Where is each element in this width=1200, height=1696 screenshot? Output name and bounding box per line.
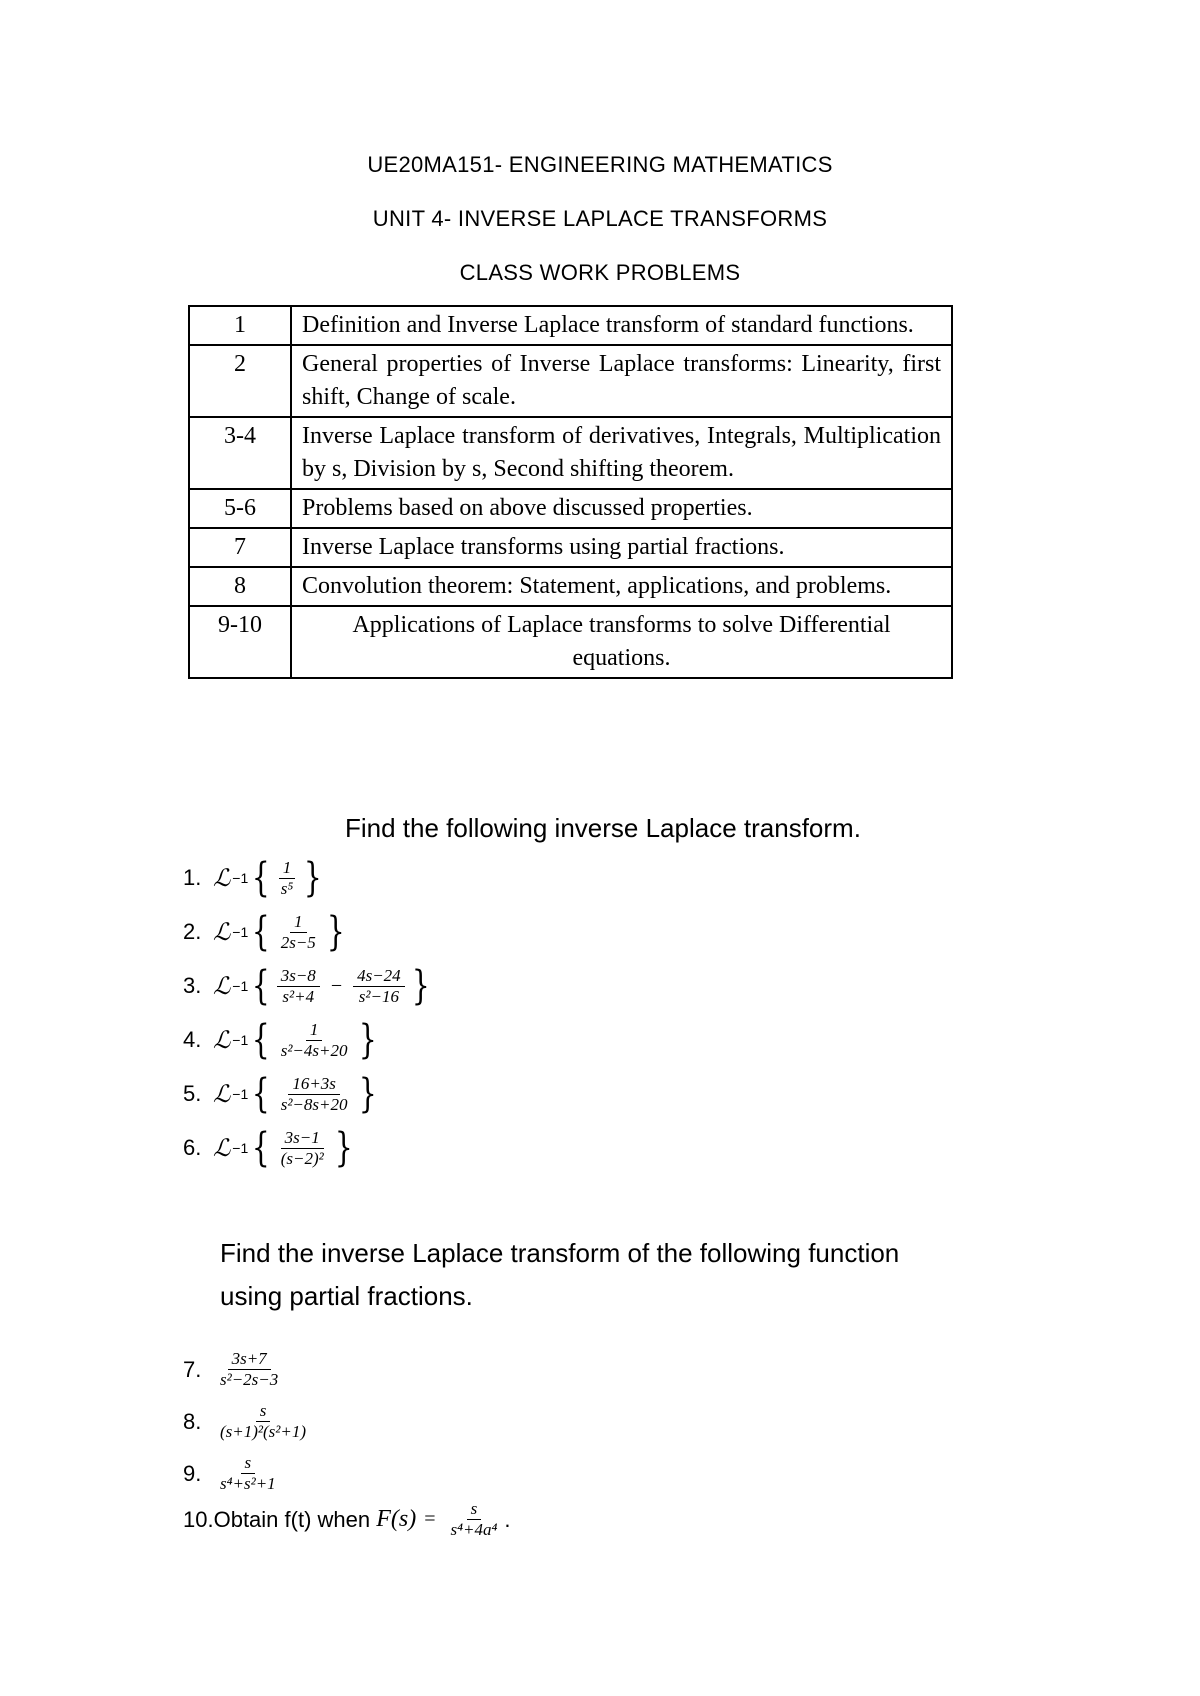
denominator: s²−2s−3: [220, 1370, 279, 1389]
table-row: [189, 528, 952, 567]
instruction-line: Find the inverse Laplace transform of the following function: [220, 1238, 900, 1268]
numerator: 1: [279, 859, 296, 879]
denominator: s²−4s+20: [280, 1040, 348, 1060]
denominator: s⁴+4a⁴: [450, 1520, 498, 1539]
inverse-exponent: −1: [232, 1032, 249, 1048]
denominator: s²+4: [282, 986, 315, 1006]
table-row: [189, 606, 952, 678]
laplace-operator: ℒ: [213, 1135, 231, 1162]
course-title: UE20MA151- ENGINEERING MATHEMATICS: [367, 152, 833, 177]
topic-number: 2: [189, 345, 291, 417]
inverse-exponent: −1: [232, 870, 249, 886]
fraction: [277, 1021, 352, 1060]
topic-description: Inverse Laplace transforms using partial fractions.: [291, 528, 952, 567]
instruction-heading: Find the following inverse Laplace transform.: [345, 813, 861, 843]
topic-number: 7: [189, 528, 291, 567]
fraction: [277, 913, 320, 952]
inverse-exponent: −1: [232, 1086, 249, 1102]
table-row: [189, 306, 952, 345]
problem-number: 1.: [183, 865, 202, 890]
problem-9: [183, 1454, 283, 1493]
laplace-operator: ℒ: [213, 1027, 231, 1054]
topic-number: 1: [189, 306, 291, 345]
fraction: [216, 1454, 280, 1493]
right-brace: }: [334, 1125, 353, 1171]
problem-4: [183, 1017, 380, 1063]
problem-number: 5.: [183, 1081, 202, 1106]
table-row: [189, 567, 952, 606]
instruction-heading-partial-fractions: [220, 1232, 899, 1318]
unit-title: UNIT 4- INVERSE LAPLACE TRANSFORMS: [372, 206, 828, 231]
numerator: s: [241, 1454, 256, 1474]
problem-5: [183, 1071, 380, 1117]
problem-7: [183, 1350, 285, 1389]
numerator: 4s−24: [353, 967, 405, 987]
left-brace: {: [252, 1017, 270, 1063]
inverse-exponent: −1: [232, 924, 249, 940]
topic-description: General properties of Inverse Laplace transforms: Linearity, first shift, Change of scale.: [291, 345, 952, 417]
problem-3: [183, 963, 433, 1009]
laplace-operator: ℒ: [213, 973, 231, 1000]
left-brace: {: [252, 855, 270, 901]
denominator: s²−16: [358, 986, 399, 1006]
fraction: [447, 1500, 502, 1539]
right-brace: }: [304, 855, 322, 901]
numerator: 1: [306, 1021, 323, 1041]
problem-2: [183, 909, 348, 955]
numerator: 3s−1: [281, 1129, 324, 1149]
topic-description: Convolution theorem: Statement, applications, and problems.: [291, 567, 952, 606]
problem-text: Obtain f(t) when: [213, 1506, 377, 1532]
fraction: [277, 859, 298, 898]
topic-number: 9-10: [189, 606, 291, 678]
left-brace: {: [252, 963, 270, 1009]
right-brace: }: [358, 1017, 377, 1063]
fraction: [216, 1350, 282, 1389]
laplace-operator: ℒ: [213, 865, 231, 892]
instruction-line: using partial fractions.: [220, 1281, 473, 1311]
numerator: s: [467, 1500, 482, 1520]
table-row: [189, 345, 952, 417]
problem-number: 6.: [183, 1135, 202, 1160]
topic-number: 5-6: [189, 489, 291, 528]
problem-number: 4.: [183, 1027, 202, 1052]
problem-1: [183, 855, 326, 901]
denominator: 2s−5: [280, 932, 316, 952]
numerator: 16+3s: [288, 1075, 340, 1095]
left-brace: {: [252, 1125, 270, 1171]
table-row: [189, 489, 952, 528]
fraction: [216, 1402, 310, 1441]
fraction: [277, 1075, 352, 1114]
topic-description: Definition and Inverse Laplace transform of standard functions.: [291, 306, 952, 345]
problem-number: 7.: [183, 1356, 202, 1382]
laplace-operator: ℒ: [213, 919, 231, 946]
numerator: 1: [290, 913, 307, 933]
fraction: [277, 1129, 328, 1168]
topic-number: 3-4: [189, 417, 291, 489]
inverse-exponent: −1: [232, 1140, 249, 1156]
problem-number: 10.: [183, 1506, 214, 1532]
right-brace: }: [358, 1071, 377, 1117]
denominator: (s−2)²: [280, 1148, 324, 1168]
table-row: [189, 417, 952, 489]
inverse-exponent: −1: [232, 978, 249, 994]
problem-8: [183, 1402, 313, 1441]
topic-description: Applications of Laplace transforms to solve Differential equations.: [291, 606, 952, 678]
denominator: s⁵: [280, 878, 294, 898]
problem-number: 2.: [183, 919, 202, 944]
fraction: [353, 967, 405, 1006]
problem-6: [183, 1125, 356, 1171]
section-title: CLASS WORK PROBLEMS: [459, 260, 741, 285]
topic-description: Inverse Laplace transform of derivatives, Integrals, Multiplication by s, Division by s, Second shifting theorem.: [291, 417, 952, 489]
numerator: s: [256, 1402, 271, 1422]
fraction: [277, 967, 320, 1006]
topics-table: [188, 305, 953, 679]
equals-sign: =: [424, 1508, 436, 1530]
numerator: 3s−8: [277, 967, 320, 987]
denominator: (s+1)²(s²+1): [220, 1422, 307, 1441]
left-brace: {: [252, 1071, 270, 1117]
topic-description: Problems based on above discussed properties.: [291, 489, 952, 528]
right-brace: }: [326, 909, 345, 955]
problem-10: [183, 1500, 511, 1539]
topic-number: 8: [189, 567, 291, 606]
denominator: s²−8s+20: [280, 1094, 348, 1114]
right-brace: }: [411, 963, 430, 1009]
laplace-operator: ℒ: [213, 1081, 231, 1108]
denominator: s⁴+s²+1: [220, 1474, 276, 1493]
problem-number: 9.: [183, 1460, 202, 1486]
left-brace: {: [252, 909, 270, 955]
period: .: [504, 1506, 511, 1532]
minus-sign: −: [330, 974, 343, 997]
problem-number: 3.: [183, 973, 202, 998]
function-lhs: F(s): [376, 1506, 417, 1532]
numerator: 3s+7: [228, 1350, 271, 1370]
problem-number: 8.: [183, 1408, 202, 1434]
